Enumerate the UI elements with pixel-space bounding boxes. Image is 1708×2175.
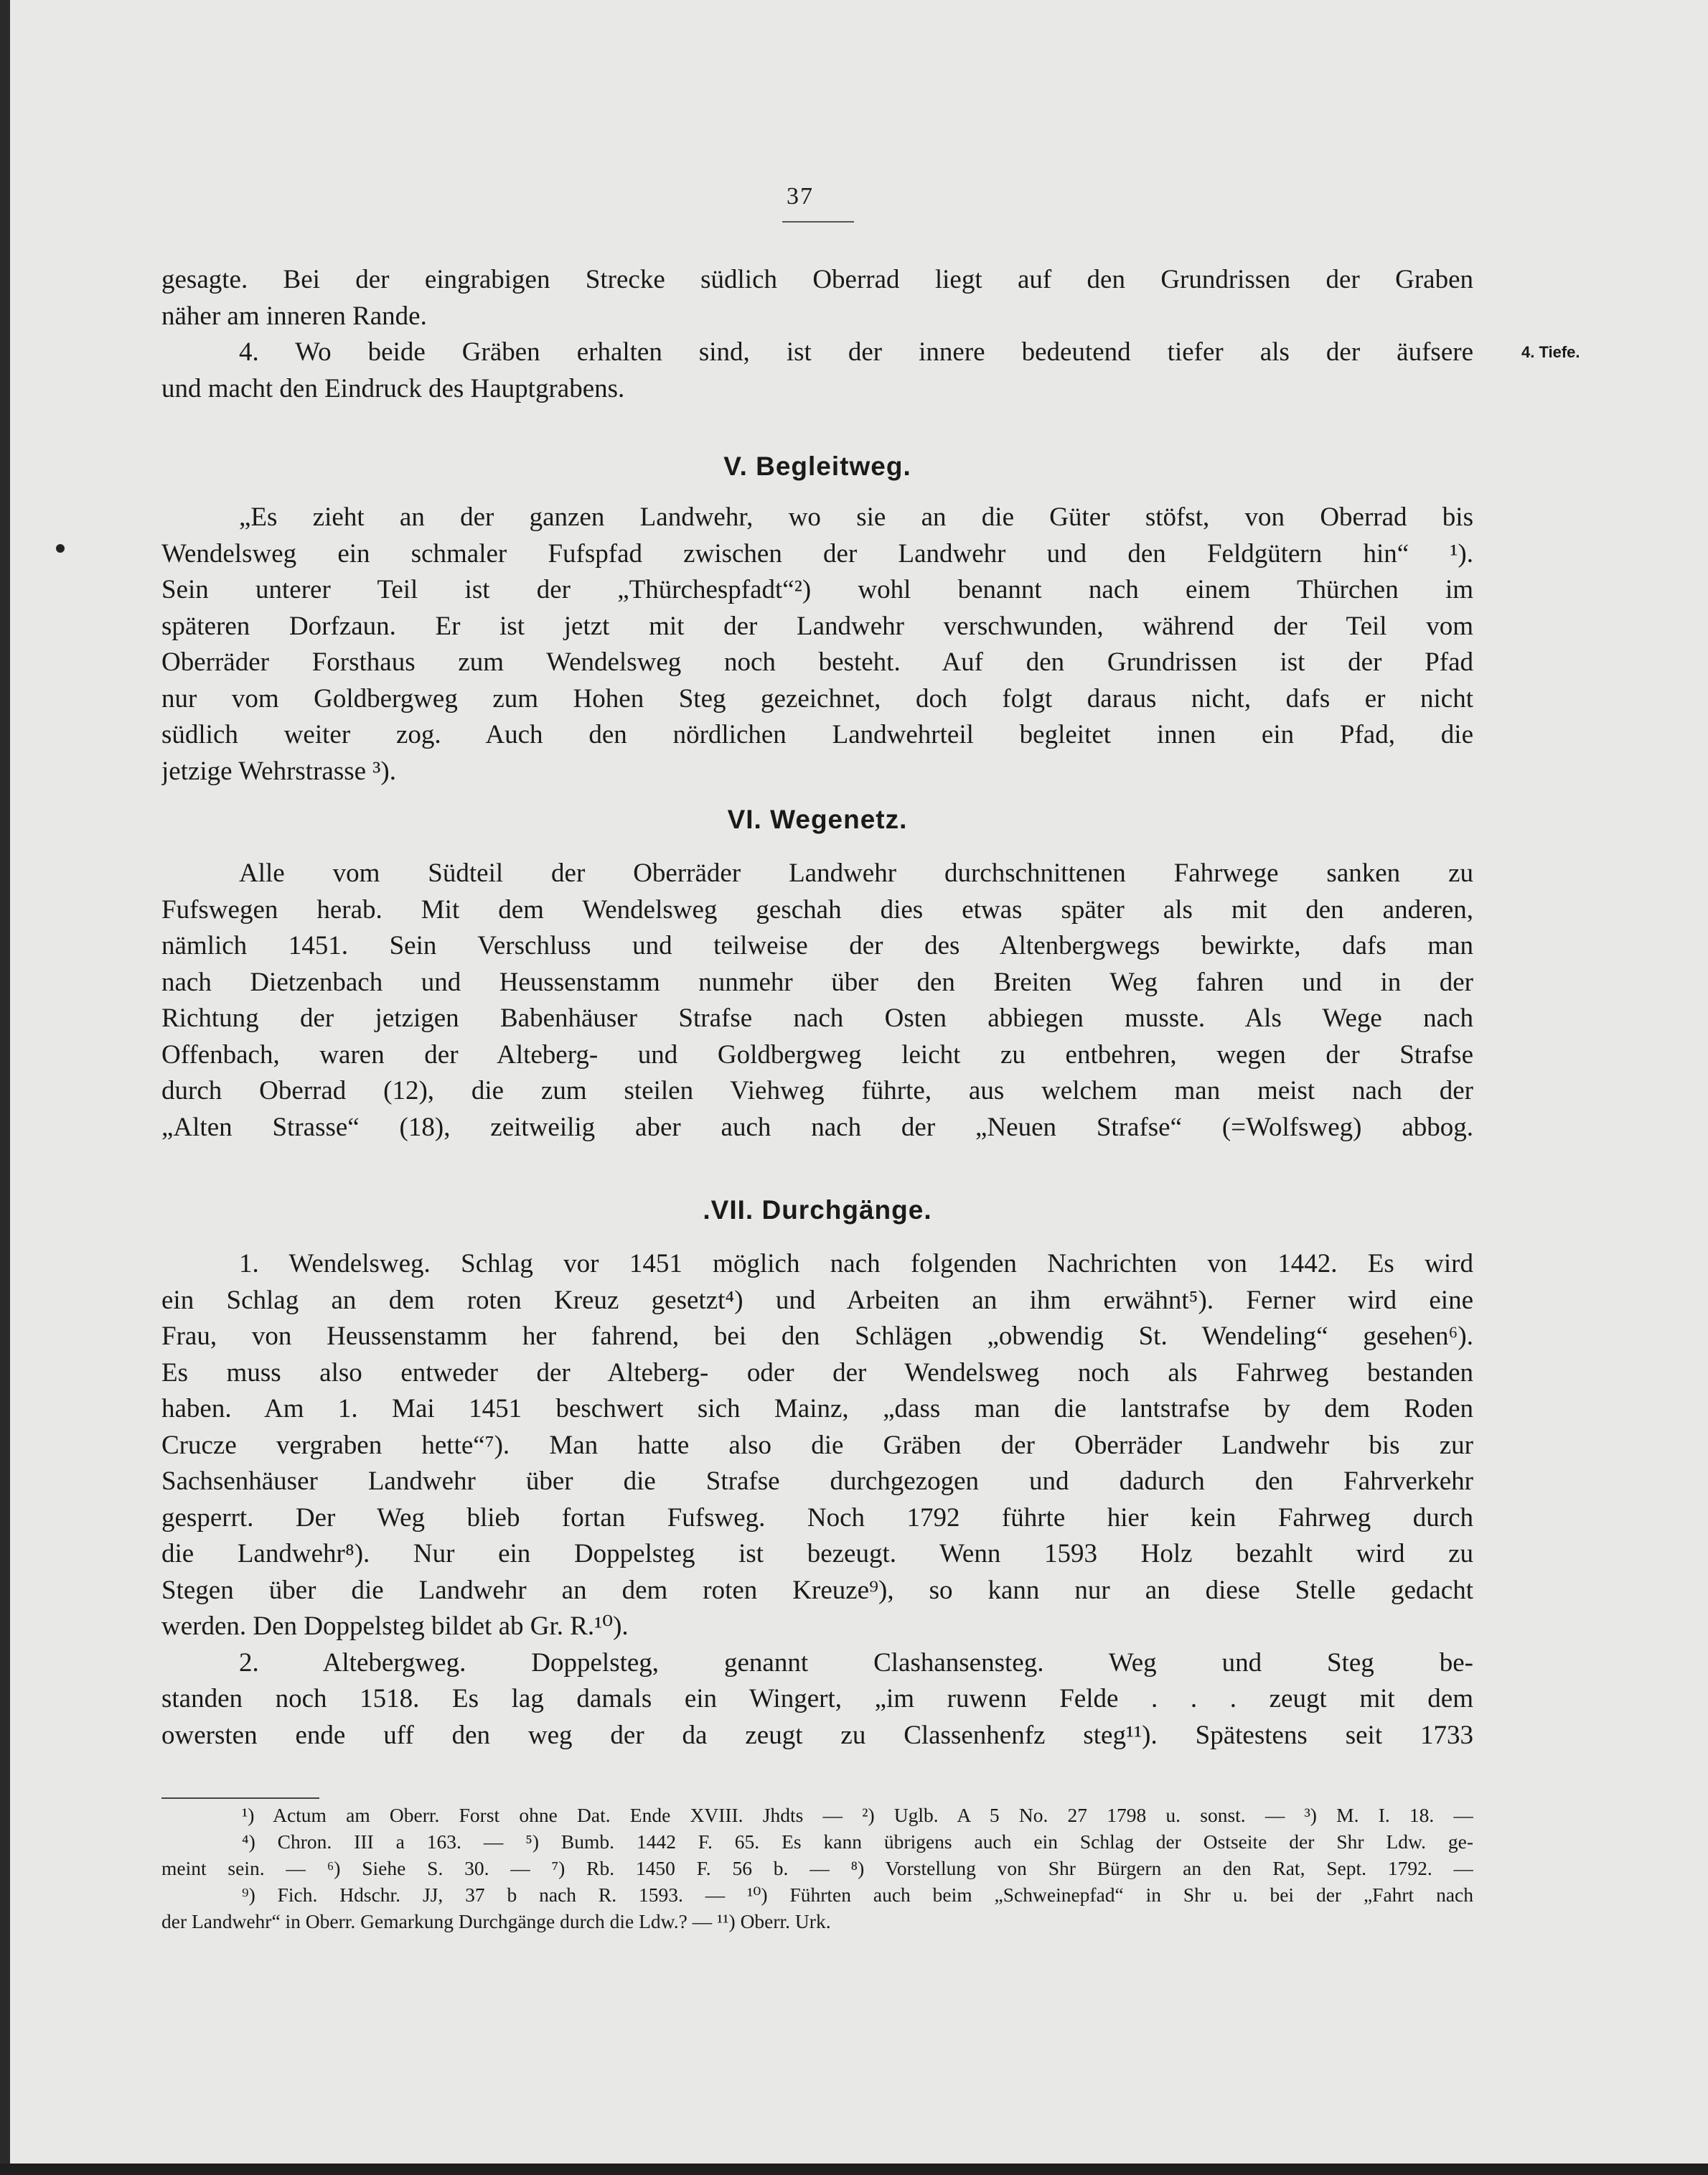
- text-line: Oberräder Forsthaus zum Wendelsweg noch besteht. Auf den Grundrissen ist der Pfad: [161, 647, 1473, 677]
- scan-edge-bottom: [0, 2164, 1708, 2175]
- footnote-line: ¹) Actum am Oberr. Forst ohne Dat. Ende XVIII. Jhdts — ²) Uglb. A 5 No. 27 1798 u. sonst. — ³) M. I. 18. —: [242, 1804, 1473, 1826]
- footnote-rule: [161, 1797, 319, 1799]
- text-line: Crucze vergraben hette“⁷). Man hatte also die Gräben der Oberräder Landwehr bis zur: [161, 1430, 1473, 1460]
- text-line: 4. Wo beide Gräben erhalten sind, ist der innere bedeutend tiefer als der äufsere: [239, 337, 1473, 367]
- text-line: Sachsenhäuser Landwehr über die Strafse durchgezogen und dadurch den Fahrverkehr: [161, 1467, 1473, 1496]
- text-line: Richtung der jetzigen Babenhäuser Strafse nach Osten abbiegen musste. Als Wege nach: [161, 1004, 1473, 1033]
- section-heading-vi: VI. Wegenetz.: [727, 805, 908, 834]
- text-line: nach Dietzenbach und Heussenstamm nunmehr über den Breiten Weg fahren und in der: [161, 967, 1473, 997]
- text-line: Fufswegen herab. Mit dem Wendelsweg geschah dies etwas später als mit den anderen,: [161, 894, 1473, 925]
- text-line: Stegen über die Landwehr an dem roten Kreuze⁹), so kann nur an diese Stelle gedacht: [161, 1575, 1473, 1605]
- footnote-line: der Landwehr“ in Oberr. Gemarkung Durchgänge durch die Ldw.? — ¹¹) Oberr. Urk.: [161, 1910, 831, 1932]
- text-line: späteren Dorfzaun. Er ist jetzt mit der Landwehr verschwunden, während der Teil vom: [161, 611, 1473, 641]
- text-line: Sein unterer Teil ist der „Thürchespfadt“²) wohl benannt nach einem Thürchen im: [161, 575, 1473, 604]
- text-line: standen noch 1518. Es lag damals ein Wingert, „im ruwenn Felde . . . zeugt mit dem: [161, 1684, 1473, 1713]
- page-number: 37: [787, 183, 814, 210]
- text-line: durch Oberrad (12), die zum steilen Viehweg führte, aus welchem man meist nach der: [161, 1076, 1473, 1105]
- text-line: jetzige Wehrstrasse ³).: [161, 756, 396, 786]
- text-line: 2. Altebergweg. Doppelsteg, genannt Clashansensteg. Weg und Steg be-: [239, 1647, 1473, 1678]
- text-line: „Es zieht an der ganzen Landwehr, wo sie an die Güter stöfst, von Oberrad bis: [239, 502, 1473, 532]
- text-line: haben. Am 1. Mai 1451 beschwert sich Mainz, „dass man die lantstrafse by dem Roden: [161, 1394, 1473, 1423]
- text-line: näher am inneren Rande.: [161, 301, 427, 331]
- text-line: werden. Den Doppelsteg bildet ab Gr. R.¹⁰).: [161, 1612, 629, 1641]
- text-line: die Landwehr⁸). Nur ein Doppelsteg ist bezeugt. Wenn 1593 Holz bezahlt wird zu: [161, 1539, 1473, 1568]
- text-line: Offenbach, waren der Alteberg- und Goldbergweg leicht zu entbehren, wegen der Strafse: [161, 1039, 1473, 1070]
- paragraph-block-4: [161, 1246, 1473, 1754]
- text-line: 1. Wendelsweg. Schlag vor 1451 möglich nach folgenden Nachrichten von 1442. Es wird: [239, 1249, 1473, 1278]
- paragraph-block-3: [161, 856, 1473, 1146]
- text-line: nämlich 1451. Sein Verschluss und teilweise der des Altenbergwegs bewirkte, dafs man: [161, 931, 1473, 960]
- page-number-rule: [782, 221, 854, 223]
- text-line: südlich weiter zog. Auch den nördlichen Landwehrteil begleitet innen ein Pfad, die: [161, 720, 1473, 749]
- margin-bullet: [56, 544, 65, 553]
- text-line: nur vom Goldbergweg zum Hohen Steg gezeichnet, doch folgt daraus nicht, dafs er nicht: [161, 683, 1473, 714]
- text-line: Wendelsweg ein schmaler Fufspfad zwischen der Landwehr und den Feldgütern hin“ ¹).: [161, 538, 1473, 569]
- text-line: „Alten Strasse“ (18), zeitweilig aber auch nach der „Neuen Strafse“ (=Wolfsweg) abbog.: [161, 1112, 1473, 1142]
- footnote-line: meint sein. — ⁶) Siehe S. 30. — ⁷) Rb. 1450 F. 56 b. — ⁸) Vorstellung von Shr Bürgern an den Rat, Sept. 1792. —: [161, 1857, 1473, 1879]
- text-line: ein Schlag an dem roten Kreuz gesetzt⁴) und Arbeiten an ihm erwähnt⁵). Ferner wird eine: [161, 1285, 1473, 1315]
- text-line: gesperrt. Der Weg blieb fortan Fufsweg. Noch 1792 führte hier kein Fahrweg durch: [161, 1502, 1473, 1533]
- paragraph-block-1: [161, 262, 1473, 407]
- paragraph-block-2: [161, 500, 1473, 790]
- footnotes: [161, 1802, 1473, 1935]
- text-line: Es muss also entweder der Alteberg- oder der Wendelsweg noch als Fahrweg bestanden: [161, 1357, 1473, 1388]
- footnote-line: ⁴) Chron. III a 163. — ⁵) Bumb. 1442 F. 65. Es kann übrigens auch ein Schlag der Ostseite der Shr Ldw. ge-: [242, 1830, 1473, 1853]
- text-line: gesagte. Bei der eingrabigen Strecke südlich Oberrad liegt auf den Grundrissen der Graben: [161, 265, 1473, 294]
- scan-edge-left: [0, 0, 10, 2175]
- margin-note-tiefe: 4. Tiefe.: [1521, 343, 1580, 361]
- text-line: Alle vom Südteil der Oberräder Landwehr durchschnittenen Fahrwege sanken zu: [239, 859, 1473, 888]
- text-line: owersten ende uff den weg der da zeugt zu Classenhenfz steg¹¹). Spätestens seit 1733: [161, 1720, 1473, 1750]
- footnote-line: ⁹) Fich. Hdschr. JJ, 37 b nach R. 1593. — ¹⁰) Führten auch beim „Schweinepfad“ in Shr u. bei der „Fahrt nach: [242, 1884, 1473, 1906]
- text-line: und macht den Eindruck des Hauptgrabens.: [161, 373, 625, 403]
- text-line: Frau, von Heussenstamm her fahrend, bei den Schlägen „obwendig St. Wendeling“ gesehen⁶).: [161, 1322, 1473, 1351]
- section-heading-vii: .VII. Durchgänge.: [703, 1195, 932, 1225]
- section-heading-v: V. Begleitweg.: [723, 452, 911, 481]
